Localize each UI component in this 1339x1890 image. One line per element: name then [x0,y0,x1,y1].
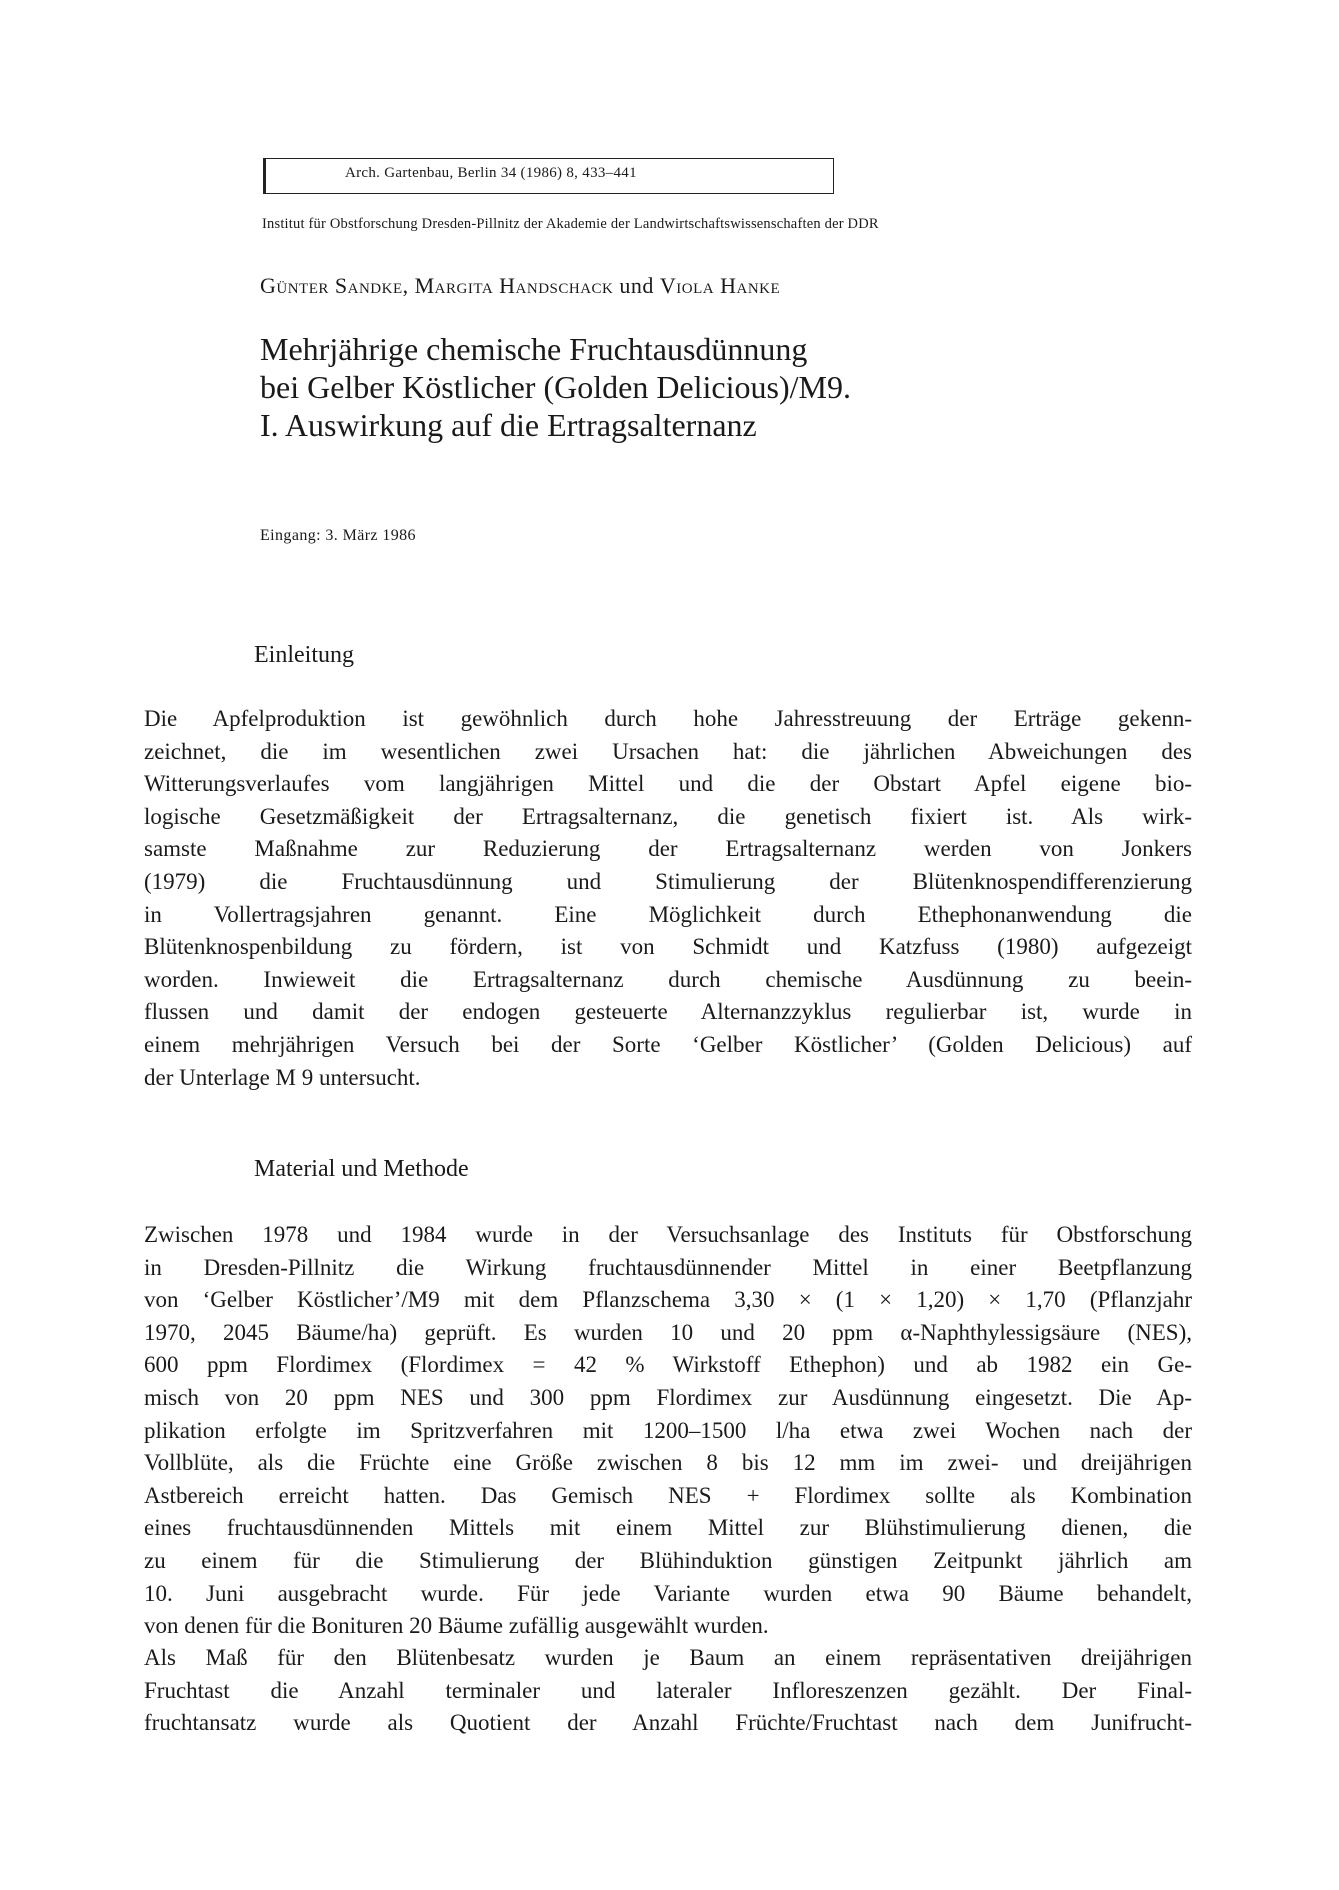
author-name: Margita Handschack [414,273,614,298]
text-line: logische Gesetzmäßigkeit der Ertragsalternanz, die genetisch fixiert ist. Als wirk- [144,803,1192,829]
text-line: (1979) die Fruchtausdünnung und Stimulierung der Blütenknospendifferenzierung [144,868,1192,894]
text-line: flussen und damit der endogen gesteuerte Alternanzzyklus regulierbar ist, wurde in [144,999,1192,1025]
text-line: samste Maßnahme zur Reduzierung der Ertragsalternanz werden von Jonkers [144,836,1192,862]
section-heading-methods: Material und Methode [254,1156,469,1182]
title-line: I. Auswirkung auf die Ertragsalternanz [260,407,757,443]
journal-citation: Arch. Gartenbau, Berlin 34 (1986) 8, 433–441 [345,165,637,181]
text-line: in Dresden-Pillnitz die Wirkung fruchtausdünnender Mittel in einer Beetpflanzung [144,1254,1192,1280]
text-line: 10. Juni ausgebracht wurde. Für jede Variante wurden etwa 90 Bäume behandelt, [144,1580,1192,1606]
text-line: zu einem für die Stimulierung der Blühinduktion günstigen Zeitpunkt jährlich am [144,1547,1192,1573]
title-line: bei Gelber Köstlicher (Golden Delicious)/M9. [260,369,851,405]
introduction-paragraph [144,703,1192,1094]
text-line: fruchtansatz wurde als Quotient der Anzahl Früchte/Fruchtast nach dem Junifrucht- [144,1710,1192,1736]
paper-title [260,330,851,444]
text-line: von denen für die Bonituren 20 Bäume zufällig ausgewählt wurden. [144,1613,769,1639]
text-line: Astbereich erreicht hatten. Das Gemisch NES + Flordimex sollte als Kombination [144,1482,1192,1508]
text-line: Zwischen 1978 und 1984 wurde in der Versuchsanlage des Instituts für Obstforschung [144,1222,1192,1247]
author-conjunction: und [613,273,660,298]
author-name: Viola Hanke [659,273,781,298]
text-line: Vollblüte, als die Früchte eine Größe zwischen 8 bis 12 mm im zwei- und dreijährigen [144,1450,1192,1476]
text-line: zeichnet, die im wesentlichen zwei Ursachen hat: die jährlichen Abweichungen des [144,738,1192,764]
text-line: in Vollertragsjahren genannt. Eine Möglichkeit durch Ethephonanwendung die [144,901,1192,927]
text-line: von ‘Gelber Köstlicher’/M9 mit dem Pflanzschema 3,30 × (1 × 1,20) × 1,70 (Pflanzjahr [144,1287,1192,1313]
text-line: einem mehrjährigen Versuch bei der Sorte ‘Gelber Köstlicher’ (Golden Delicious) auf [144,1031,1192,1057]
text-line: Blütenknospenbildung zu fördern, ist von Schmidt und Katzfuss (1980) aufgezeigt [144,934,1192,960]
text-line: plikation erfolgte im Spritzverfahren mit 1200–1500 l/ha etwa zwei Wochen nach der [144,1417,1192,1443]
text-line: worden. Inwieweit die Ertragsalternanz durch chemische Ausdünnung zu beein- [144,966,1192,992]
received-date: Eingang: 3. März 1986 [260,527,416,544]
text-line: Witterungsverlaufes vom langjährigen Mittel und die der Obstart Apfel eigene bio- [144,771,1192,797]
author-separator: , [402,273,415,298]
text-line: der Unterlage M 9 untersucht. [144,1064,421,1090]
title-line: Mehrjährige chemische Fruchtausdünnung [260,331,808,367]
author-list [260,273,780,299]
text-line: 600 ppm Flordimex (Flordimex = 42 % Wirkstoff Ethephon) und ab 1982 ein Ge- [144,1352,1192,1378]
text-line: misch von 20 ppm NES und 300 ppm Flordimex zur Ausdünnung eingesetzt. Die Ap- [144,1384,1192,1410]
text-line: eines fruchtausdünnenden Mittels mit einem Mittel zur Blühstimulierung dienen, die [144,1515,1192,1541]
methods-paragraph [144,1219,1192,1643]
methods-paragraph [144,1642,1192,1740]
section-heading-introduction: Einleitung [254,642,354,668]
text-line: Die Apfelproduktion ist gewöhnlich durch hohe Jahresstreuung der Erträge gekenn- [144,706,1192,731]
text-line: Fruchtast die Anzahl terminaler und lateraler Infloreszenzen gezählt. Der Final- [144,1677,1192,1703]
text-line: 1970, 2045 Bäume/ha) geprüft. Es wurden 10 und 20 ppm α-Naphthylessigsäure (NES), [144,1319,1192,1345]
author-name: Günter Sandke [260,273,403,298]
institute-line: Institut für Obstforschung Dresden-Pillnitz der Akademie der Landwirtschaftswissenschaften der DDR [262,216,879,232]
text-line: Als Maß für den Blütenbesatz wurden je Baum an einem repräsentativen dreijährigen [144,1645,1192,1670]
